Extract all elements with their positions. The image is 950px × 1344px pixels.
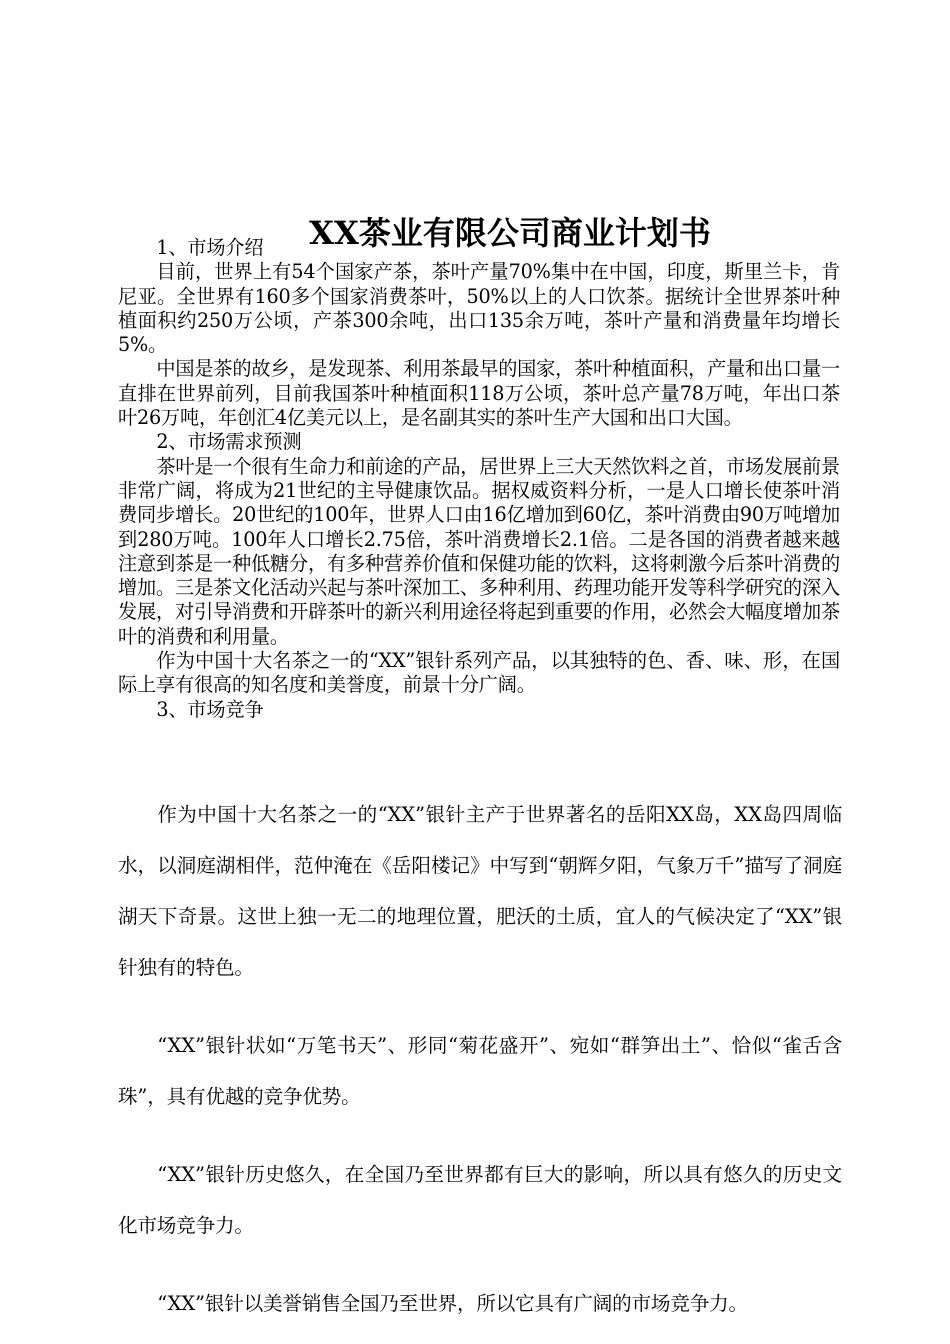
document-body-upper [118, 236, 840, 722]
paragraph: 目前，世界上有54个国家产茶，茶叶产量70%集中在中国，印度，斯里兰卡，肯尼亚。全世界有160多个国家消费茶叶，50%以上的人口饮茶。据统计全世界茶叶种植面积约250万公顷，产茶300余吨，出口135余万吨，茶叶产量和消费量年均增长5%。 [118, 260, 840, 357]
paragraph: 作为中国十大名茶之一的“XX”银针主产于世界著名的岳阳XX岛，XX岛四周临水，以洞庭湖相伴，范仲淹在《岳阳楼记》中写到“朝辉夕阳，气象万千”描写了洞庭湖天下奇景。这世上独一无二的地理位置，肥沃的土质，宜人的气候决定了“XX”银针独有的特色。 [118, 803, 842, 979]
paragraph: “XX”银针状如“万笔书天”、形同“菊花盛开”、宛如“群笋出土”、恰似“雀舌含珠”，具有优越的竞争优势。 [118, 1034, 842, 1108]
section-heading: 2、市场需求预测 [156, 430, 302, 454]
paragraph: “XX”银针以美誉销售全国乃至世界，所以它具有广阔的市场竞争力。 [157, 1292, 748, 1315]
section-heading: 3、市场竞争 [156, 697, 264, 721]
paragraph: 茶叶是一个很有生命力和前途的产品，居世界上三大天然饮料之首，市场发展前景非常广阔，将成为21世纪的主导健康饮品。据权威资料分析，一是人口增长使茶叶消费同步增长。20世纪的100年，世界人口由16亿增加到60亿，茶叶消费由90万吨增加到280万吨。100年人口增长2.75倍，茶叶消费增长2.1倍。二是各国的消费者越来越注意到茶是一种低糖分，有多种营养价值和保健功能的饮料，这将刺激今后茶叶消费的增加。三是茶文化活动兴起与茶叶深加工、多种利用、药理功能开发等科学研究的深入发展，对引导消费和开辟茶叶的新兴利用途径将起到重要的作用，必然会大幅度增加茶叶的消费和利用量。 [118, 454, 840, 648]
page-title: XX茶业有限公司商业计划书 [309, 214, 711, 253]
paragraph: 中国是茶的故乡，是发现茶、利用茶最早的国家，茶叶种植面积，产量和出口量一直排在世界前列，目前我国茶叶种植面积118万公顷，茶叶总产量78万吨，年出口茶叶26万吨，年创汇4亿美元以上，是名副其实的茶叶生产大国和出口大国。 [118, 357, 840, 430]
document-body-lower [118, 789, 842, 1329]
paragraph: “XX”银针历史悠久，在全国乃至世界都有巨大的影响，所以具有悠久的历史文化市场竞争力。 [118, 1163, 842, 1237]
section-heading: 1、市场介绍 [156, 236, 264, 259]
paragraph: 作为中国十大名茶之一的“XX”银针系列产品，以其独特的色、香、味、形，在国际上享有很高的知名度和美誉度，前景十分广阔。 [118, 649, 840, 697]
